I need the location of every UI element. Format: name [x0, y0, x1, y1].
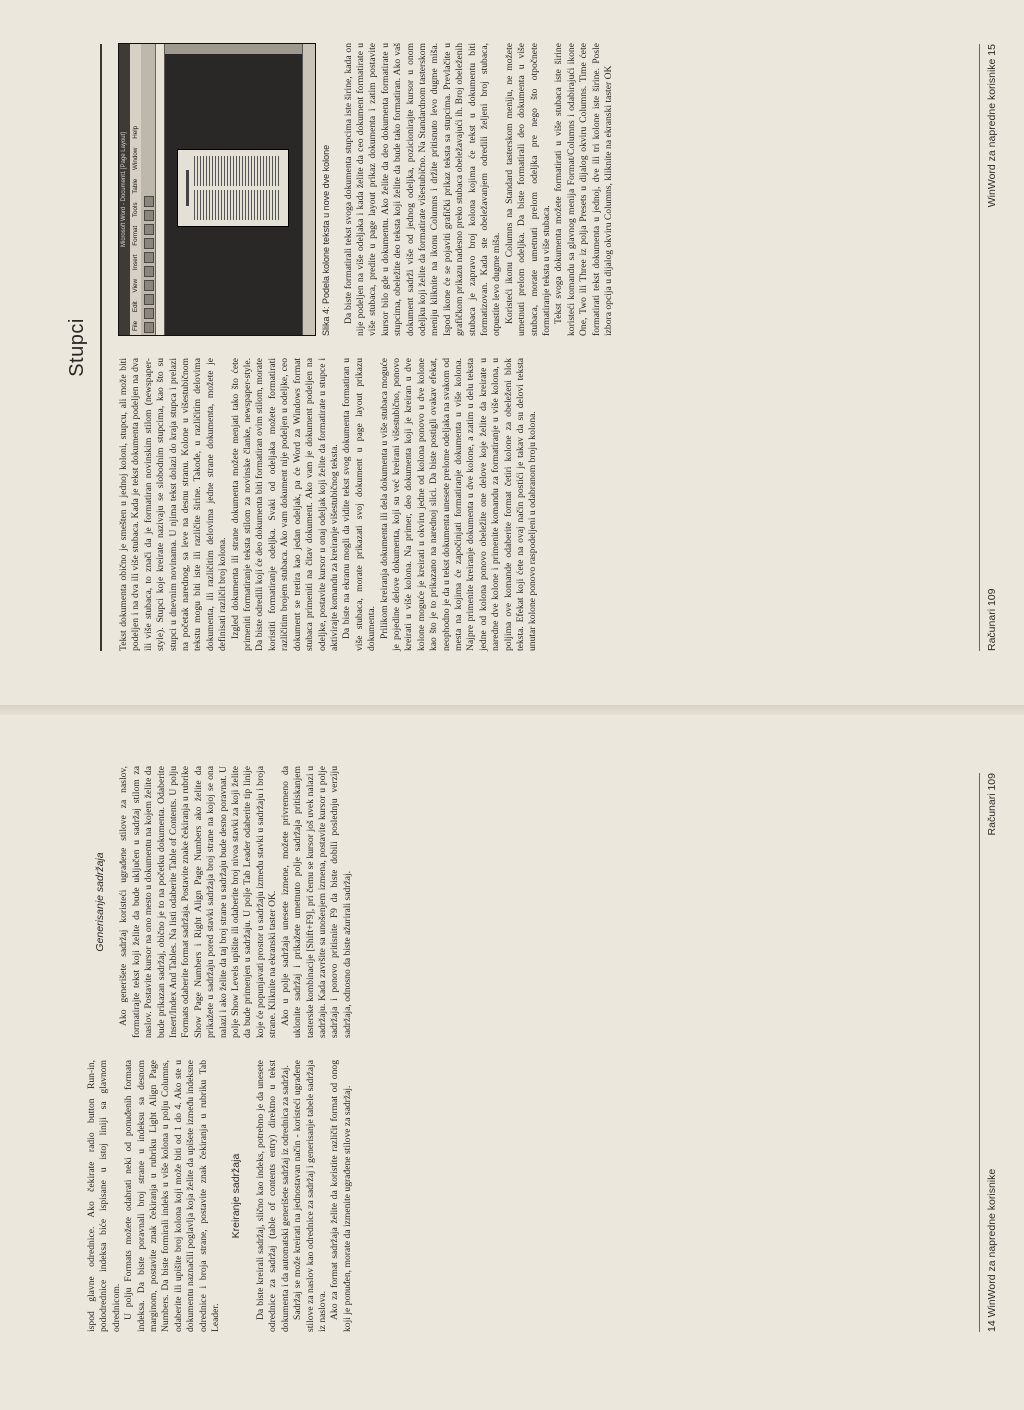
- left-page-column-2: [86, 766, 916, 1038]
- window-title-bar: Microsoft Word - Document1 [Page Layout]: [119, 44, 130, 335]
- document-preview: [177, 150, 289, 228]
- section-title: Stupci: [66, 318, 88, 377]
- menu-item: Insert: [132, 254, 139, 271]
- right-page-columns: [118, 43, 918, 651]
- toolbar-button-icon: [144, 252, 154, 263]
- header-rule: [100, 44, 102, 651]
- toolbar-button-icon: [144, 308, 154, 319]
- toolbar-button-icon: [144, 224, 154, 235]
- vertical-scrollbar: [165, 44, 303, 54]
- menu-item: View: [132, 278, 139, 293]
- menu-bar: [130, 44, 141, 335]
- paragraph: Tekst svoga dokumenta možete formatirati u više stubaca iste širine koristeći komandu sa glavnog menija Format/Columns i odabirajući ikone One, Two ili Three iz polja Presets u dijalog okviru Columns. Time ćete formatirati tekst dokumenta u jednoj, dve ili tri kolone iste širine. Posle izbora opcija u dijalog okviru Columns, kliknite na ekranski taster OK: [553, 43, 615, 336]
- section-heading: Kreiranje sadržaja: [230, 1153, 243, 1239]
- menu-item: Edit: [132, 301, 139, 313]
- toolbar-button-icon: [144, 294, 154, 305]
- menu-item: Window: [132, 147, 139, 170]
- document-column-left: [194, 191, 280, 221]
- toolbar-button-icon: [144, 238, 154, 249]
- screenshot-figure: [118, 43, 333, 336]
- ruler: [156, 44, 165, 335]
- paragraph: Koristeći ikonu Columns na Standard tasterskom meniju, ne možete umetnuti prelom odeljka. Da biste formatirali deo dokumenta u više stubaca, morate umetnuti prelom odeljka pre nego što otpočnete formatiranje teksta u više stubaca.: [503, 43, 552, 336]
- document-column-right: [194, 157, 280, 187]
- paragraph: Da biste na ekranu mogli da vidite tekst svog dokumenta formatiran u više stubaca, morate prikazati svoj dokument u page layout prikazu dokumenta.: [341, 358, 378, 651]
- magazine-footer: Računari 109: [986, 588, 998, 651]
- paragraph: Da biste formatirali tekst svoga dokumenta stupcima iste širine, kada on nije podeljen na više odeljaka i kada želite da ceo dokument formatirate u više stubaca, predite u page layout prikaz dokumenta i zatim postavite kursor bilo gde u dokumentu. Ako želite da deo dokumenta formatirate u stupcima, obeležite deo teksta koji želite da bude tako formatiran. Ako vaš dokument sadrži više od jednog odeljka, pozicionirajte kursor u onom odeljku koji želite da formatirate višestubično. Na Standardnom tasterskom meniju kliknite na ikonu Columns i držite pritisnuto levo dugme miša. Ispod ikone će se pojaviti grafički prikaz teksta sa stupcima. Prevlačite u grafičkom prikazu nadesno preko stubaca obeležavajući ih. Broj obeleženih stubaca je zapravo broj kolona kojima će tekst u dokumentu biti formatizovan. Kada ste obeležavanjem odredili željeni broj stubaca, otpustite levo dugme miša.: [342, 43, 503, 336]
- paragraph: Ako generišete sadržaj koristeći ugrađene stilove za naslov, formatirajte tekst koji želite da bude uključen u sadržaj stilom za naslov. Postavite kursor na ono mesto u dokumentu na kojem želite da bude prikazan sadržaj, obično je to na početku dokumenta. Odaberite Insert/Index And Tables. Na listi odaberite Table of Contents. U polju Formats odaberite format sadržaja. Postavite znake čekiranja u rubrike Show Page Numbers i Right Align Page Numbers ako želite da prikažete u sadržaju pored stavki sadržaja broj strane na kojoj se ona nalazi i ako želite da taj broj strane u sadržaju bude desno poravnat. U polje Show Levels upišite ili odaberite broj nivoa stavki za koji želite da bude primenjen u sadržaju. U polje Tab Leader odaberite tip linije koje će popunjavati prostor u sadržaju između stavki u sadržaju i broja strane. Kliknite na ekranski taster OK.: [118, 766, 279, 1038]
- toolbar: [141, 44, 156, 335]
- paragraph: Tekst dokumenta obično je smešten u jednoj koloni, stupcu, ali može biti podeljen i na dva ili više stubaca. Kada je tekst dokumenta podeljen na dva ili više stubaca, to znači da je formatiran novinskim stilom (newspaper-style). Stupci koje kreirate nazivaju se slobodnim stupcima, kao što su stupci u dnevnim novinama. U njima tekst dolazi do kraja stupca i prelazi na početak narednog, sa leve na desnu stranu. Kolone u višestubičnom tekstu mogu biti iste ili različite širine. Takođe, u različitim delovima dokumenta, ili različitim delovima jedne strane dokumenta, možete je definisati različit broj kolona.: [118, 358, 229, 651]
- footer-rule: [979, 773, 980, 1332]
- menu-item: Table: [132, 178, 139, 194]
- section-heading: Generisanje sadržaja: [94, 852, 106, 952]
- right-page-column-1: [118, 358, 918, 651]
- paragraph: Sadržaj se može kreirati na jednostavan način - koristeći ugrađene stilove za naslov kao odrednice za sadržaj i generisanje tabele sadržaja iz naslova.: [292, 1060, 328, 1332]
- paragraph: ispod glavne odrednice. Ako čekirate radio button Run-in, pododrednice indeksa biće ispisane u istoj liniji sa glavnom odrednicom.: [86, 1060, 122, 1332]
- toolbar-button-icon: [144, 280, 154, 291]
- figure-caption: Slika 4: Podela kolone teksta u nove dve kolone: [321, 144, 331, 336]
- toolbar-button-icon: [144, 196, 154, 207]
- magazine-footer: Računari 109: [986, 773, 998, 836]
- paragraph: Prilikom kreiranja dokumenta ili dela dokumenta u više stubaca moguće je pojedine delove dokumenta, koji su već kreirani višestubično, ponovo kreirati u više kolona. Na primer, deo dokumenta koji je kreiran u dve kolone moguće je kreirati u okviru jedne od kolona ponovo u dve kolone kao što je to prikazano na narednoj slici. Da biste postigli ovakav efekat, neophodno je da u tekst dokumenta unesete prelome odeljaka na svakom od mesta na kojima će započinjati formatiranje dokumenta u više kolona. Najpre primenite kreiranje dokumenta u dve kolone, a zatim u delu teksta jedne od kolona ponovo obeležite one delove koje želite da kreirate u naredne dve kolone i primenite komandu za formatiranje u više kolona, u poljima ove komande odaberite format četiri kolone za obeleženi blok teksta. Efekat koji ćete na ovaj način postići je takav da su delovi teksta unutar kolone ponovo raspodeljeni u odabranom broju kolona.: [378, 358, 539, 651]
- document-title-line: [186, 171, 189, 207]
- left-page-columns: [86, 766, 916, 1332]
- toolbar-button-icon: [144, 266, 154, 277]
- right-page-column-2: [118, 43, 918, 336]
- toolbar-button-icon: [144, 210, 154, 221]
- menu-item: Help: [132, 125, 139, 139]
- page-footer-left: 14 WinWord za napredne korisnike: [986, 1168, 998, 1332]
- word-screenshot: [118, 43, 316, 336]
- page-footer-right: WinWord za napredne korisnike 15: [986, 44, 998, 208]
- left-page-column-1: [86, 1060, 916, 1332]
- footer-rule: [979, 44, 980, 651]
- status-bar: [302, 44, 315, 335]
- menu-item: Format: [132, 225, 139, 246]
- toolbar-button-icon: [144, 322, 154, 333]
- menu-item: Tools: [132, 202, 139, 218]
- paragraph: Ako u polje sadržaja unesete izmene, možete privremeno da uklonite sadržaj i prikažete umetnuto polje sadržaja pritiskanjem tasterske kombinacije [Shift+F9], pri čemu se kursor još uvek nalazi u sadržaju. Kada završite sa unošenjem izmena, postavite kursor u polje sadržaja i ponovo pritisnite F9 da biste dobili poslednju verziju sadržaja, odnosno da biste ažurirali sadržaj.: [279, 766, 353, 1038]
- page-14: [0, 705, 1024, 1410]
- paragraph: Izgled dokumenta ili strane dokumenta možete menjati tako što ćete primeniti formatiranje teksta stilom za novinske članke, newspaper-style. Da biste odredili koji će deo dokumenta biti formatiran ovim stilom, morate koristiti formatiranje odeljka. Svaki od odeljaka možete formatirati različitim brojem stubaca. Ako vam dokument nije podeljen u odeljke, ceo dokument se tretira kao jedan odeljak, pa će Word za Windows format stubaca primeniti na čitav dokument. Ako vam je dokument podeljen na odeljke, postavite kursor u onaj odeljak koji želite da formatirate u stupce i aktivirajte komandu za kreiranje višestubičnog teksta.: [229, 358, 340, 651]
- paragraph: Da biste kreirali sadržaj, slično kao indeks, potrebno je da unesete odrednice za sadržaj (table of contents entry) direktno u tekst dokumenta i da automatski generišete sadržaj iz odrednica za sadržaj.: [254, 1060, 291, 1332]
- paragraph: Ako za format sadržaja želite da koristite različit format od onog koji je ponuđen, morate da izmenite ugrađene stilove za sadržaj.: [329, 1060, 353, 1332]
- paragraph: U polju Formats možete odabrati neki od ponuđenih formata indeksa. Da biste poravnali broj strane u indeksu sa desnom marginom, postavite znak čekiranja u rubriku Light Align Page Numbers. Da biste formirali indeks u više kolona u polju Columns, odaberite ili upišite broj kolona koji može biti od 1 do 4. Ako ste u dokumentu naznačili poglavlja koja želite da upišete između indeksne odrednice i broja strane, postavite znak čekiranja u rubriku Tab Leader.: [123, 1060, 222, 1332]
- menu-item: File: [132, 320, 139, 331]
